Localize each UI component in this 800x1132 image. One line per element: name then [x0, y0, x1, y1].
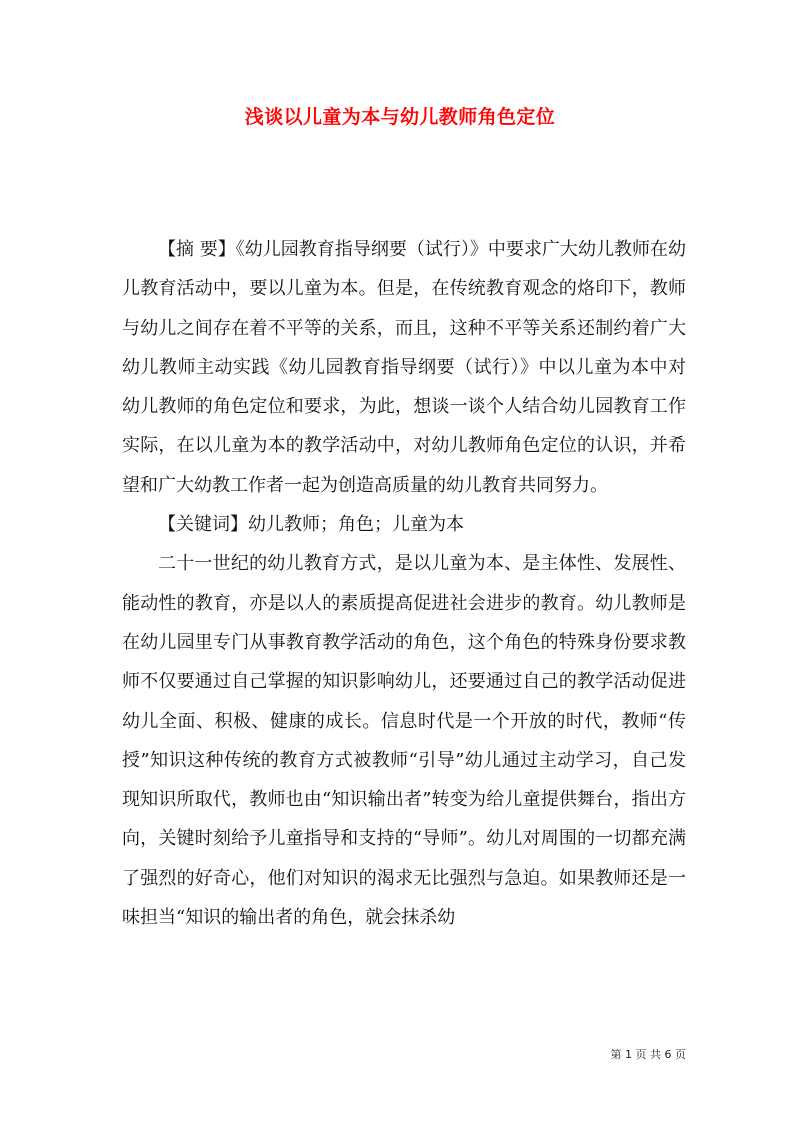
keywords-label: 【关键词】 — [158, 514, 248, 536]
abstract-paragraph — [122, 230, 686, 505]
page-footer: 第 1 页 共 6 页 — [610, 1048, 686, 1061]
keywords-text: 幼儿教师；角色；儿童为本 — [248, 514, 464, 536]
document-title: 浅谈以儿童为本与幼儿教师角色定位 — [244, 106, 556, 128]
body-paragraph: 二十一世纪的幼儿教育方式，是以儿童为本、是主体性、发展性、能动性的教育，亦是以人的素质提高促进社会进步的教育。幼儿教师是在幼儿园里专门从事教育教学活动的角色，这个角色的特殊身份要求教师不仅要通过自己掌握的知识影响幼儿，还要通过自己的教学活动促进幼儿全面、积极、健康的成长。信息时代是一个开放的时代，教师“传授”知识这种传统的教育方式被教师“引导”幼儿通过主动学习，自己发现知识所取代，教师也由“知识输出者”转变为给儿童提供舞台，指出方向，关键时刻给予儿童指导和支持的“导师”。幼儿对周围的一切都充满了强烈的好奇心，他们对知识的渴求无比强烈与急迫。如果教师还是一味担当“知识的输出者的角色，就会抹杀幼 — [122, 553, 686, 929]
abstract-label: 【摘 要】 — [158, 239, 236, 260]
document-body — [122, 230, 686, 937]
keywords-paragraph — [122, 505, 686, 544]
abstract-text: 《幼儿园教育指导纲要（试行）》中要求广大幼儿教师在幼儿教育活动中，要以儿童为本。但是，在传统教育观念的烙印下，教师与幼儿之间存在着不平等的关系，而且，这种不平等关系还制约着广大幼儿教师主动实践《幼儿园教育指导纲要（试行）》中以儿童为本中对幼儿教师的角色定位和要求，为此，想谈一谈个人结合幼儿园教育工作实际，在以儿童为本的教学活动中，对幼儿教师角色定位的认识，并希望和广大幼教工作者一起为创造高质量的幼儿教育共同努力。 — [122, 239, 686, 496]
